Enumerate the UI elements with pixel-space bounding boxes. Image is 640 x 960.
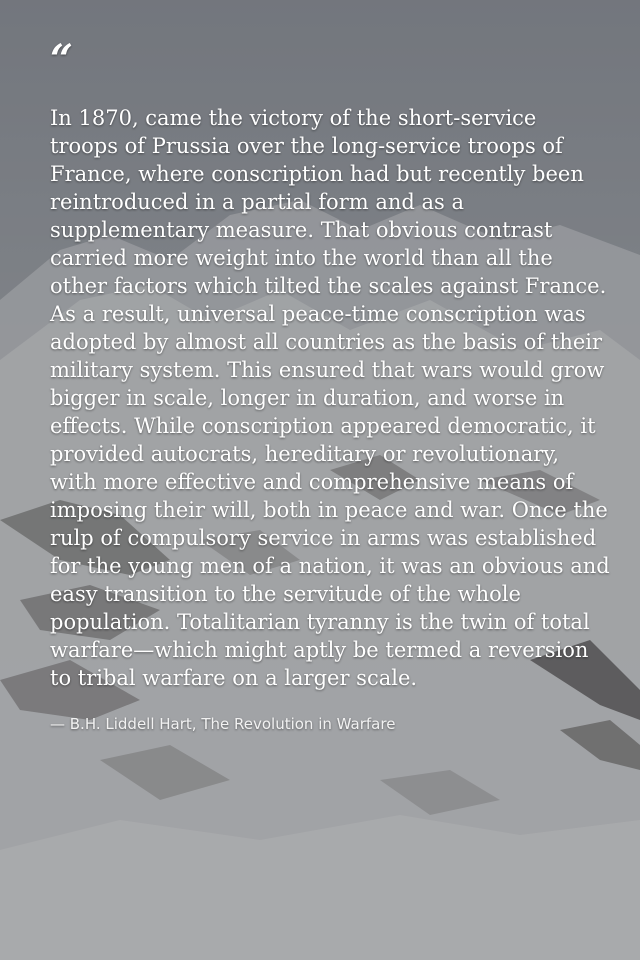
- quote-text: In 1870, came the victory of the short-service troops of Prussia over the long-service troops of France, where conscription had but recently been reintroduced in a partial form and as a supplementary measure. That obvious contrast carried more weight into the world than all the other factors which tilted the scales against France. As a result, universal peace-time conscription was adopted by almost all countries as the basis of their military system. This ensured that wars would grow bigger in scale, longer in duration, and worse in effects. While conscription appeared democratic, it provided autocrats, hereditary or revolutionary, with more effective and comprehensive means of imposing their will, both in peace and war. Once the rulp of compulsory service in arms was established for the young men of a nation, it was an obvious and easy transition to the servitude of the whole population. Totalitarian tyranny is the twin of total warfare—which might aptly be termed a reversion to tribal warfare on a larger scale.: [50, 106, 610, 690]
- quote-card: [50, 36, 610, 734]
- quote-attribution: — B.H. Liddell Hart, The Revolution in Warfare: [50, 715, 396, 733]
- quote-mark-icon: “: [50, 36, 74, 83]
